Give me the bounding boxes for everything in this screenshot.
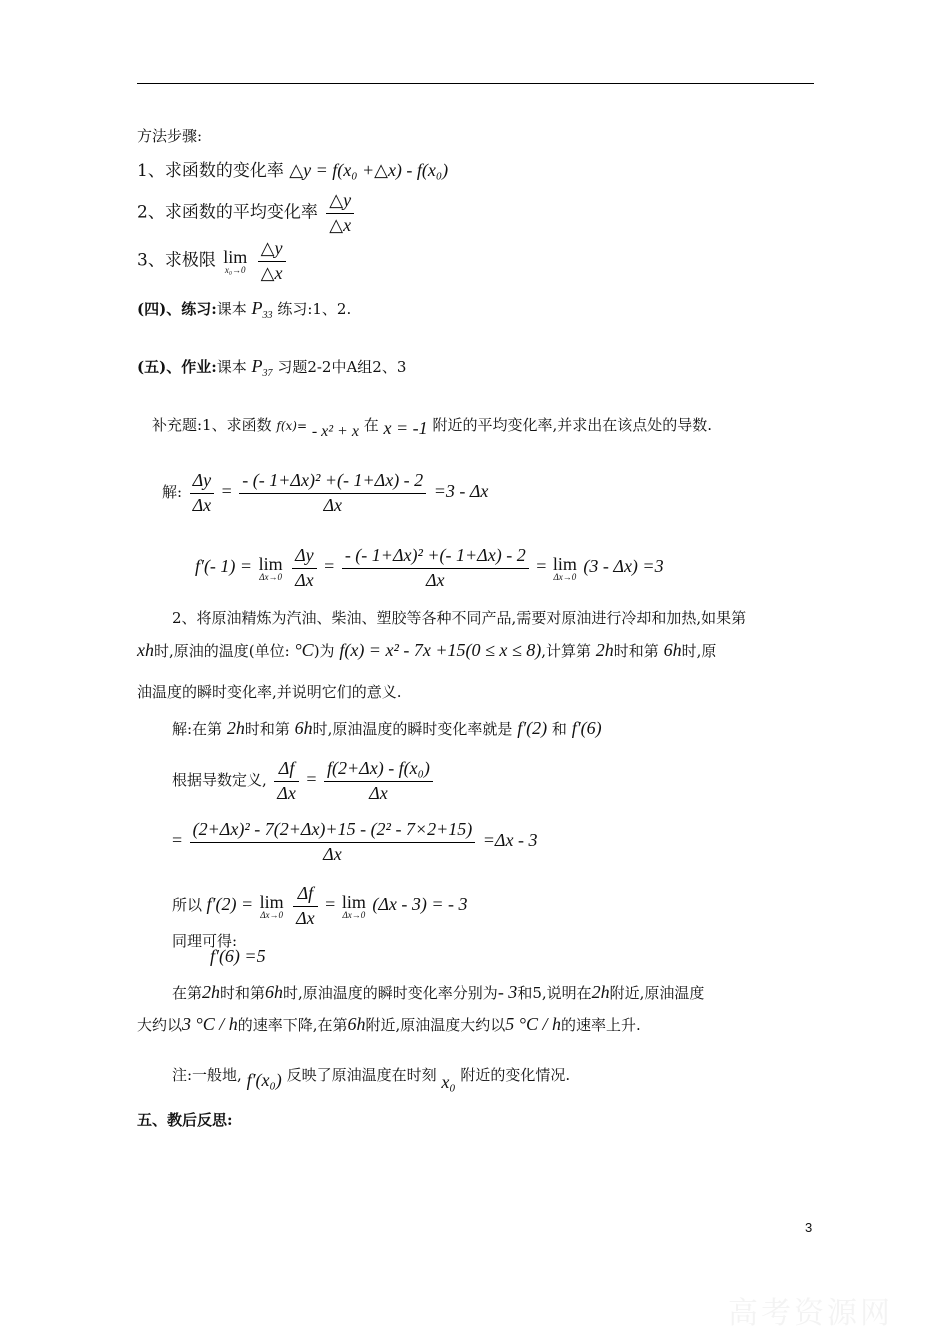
practice-text-2: 练习:1、2. (277, 300, 352, 318)
solution-2-text-2: 时和第 (244, 720, 290, 738)
solution-1b-line (195, 545, 664, 591)
step-1 (137, 160, 448, 182)
step-2 (137, 190, 357, 236)
definition-label: 根据导数定义, (172, 771, 267, 790)
so-fraction (293, 883, 318, 929)
step-2-denominator: △x (329, 214, 352, 235)
solution-2-text-4: 和 (551, 720, 567, 738)
homework-text-2: 习题2-2中A组2、3 (277, 358, 407, 376)
definition-left-fraction (274, 758, 299, 804)
problem-2-line-2 (137, 640, 716, 662)
solution-1-left-denominator: Δx (192, 494, 212, 515)
solution-1b-lhs: f′(- 1) = (195, 556, 253, 577)
definition-line (172, 758, 436, 804)
solution-1b-fraction-1 (292, 545, 317, 591)
practice-text-1: 课本 (216, 300, 247, 318)
step-3-lim-sub: x₀→0 (224, 264, 246, 275)
definition-fraction (324, 758, 433, 804)
supplement-text-1: 补充题:1、求函数 (152, 416, 272, 434)
solution-1b-lim-text-2: lim (552, 553, 577, 574)
practice-line (137, 298, 351, 320)
step-3-numerator: △y (258, 238, 286, 262)
solution-1b-fraction-2 (342, 545, 529, 591)
solution-1-result: =3 - Δx (433, 481, 489, 502)
so-lim-sub-1: Δx→0 (260, 909, 283, 920)
conclusion-rate-1: 3 °C / h (182, 1014, 238, 1034)
supplement-text-3: 附近的平均变化率,并求出在该点处的导数. (432, 416, 712, 434)
problem-2-line-3: 油温度的瞬时变化率,并说明它们的意义. (137, 683, 402, 701)
solution-2-text-1: 解:在第 (172, 720, 223, 738)
supplement-point: x = -1 (383, 418, 428, 438)
solution-2-text-3: 时,原油温度的瞬时变化率就是 (312, 720, 513, 738)
definition-left-denominator: Δx (277, 782, 296, 803)
homework-text-1: 课本 (216, 358, 247, 376)
homework-page-letter: P (251, 356, 263, 376)
note-text-1: 注:一般地, (172, 1066, 242, 1084)
expansion-denominator: Δx (323, 843, 342, 864)
problem-2-text-4: 时和第 (613, 642, 659, 660)
conclusion-6h-b: 6h (347, 1014, 366, 1034)
step-3 (137, 238, 289, 284)
solution-1b-numerator-2: - (- 1+Δx)² +(- 1+Δx) - 2 (342, 545, 529, 569)
solution-1-numerator: - (- 1+Δx)² +(- 1+Δx) - 2 (239, 470, 426, 494)
solution-1-fraction (239, 470, 426, 516)
step-3-denominator: △x (260, 262, 283, 283)
solution-1b-numerator-1: Δy (292, 545, 317, 569)
step-1-label: 1、求函数的变化率 (137, 161, 284, 181)
similar-label: 同理可得: (172, 932, 238, 950)
definition-denominator: Δx (369, 782, 388, 803)
note-derivative: f′(x₀) (246, 1070, 282, 1090)
solution-1-left-fraction (190, 470, 215, 516)
solution-2-6h: 6h (294, 718, 313, 738)
so-lim-text-1: lim (259, 891, 284, 912)
conclusion-rate-2: 5 °C / h (505, 1014, 562, 1034)
so-label: 所以 (172, 896, 203, 915)
equals-sign: = (221, 481, 232, 502)
solution-1b-limit (259, 555, 283, 582)
problem-2-line-1: 2、将原油精炼为汽油、柴油、塑胶等各种不同产品,需要对原油进行冷却和加热,如果第 (172, 609, 747, 627)
steps-heading: 方法步骤: (137, 127, 203, 145)
step-1-formula: △y = f(x₀ +△x) - f(x₀) (289, 160, 449, 180)
solution-2-line (172, 718, 602, 740)
expansion-line (172, 819, 537, 865)
conclusion-6h: 6h (265, 982, 284, 1002)
problem-2-text-3: ,计算第 (541, 642, 591, 660)
note-text-3: 附近的变化情况. (460, 1066, 571, 1084)
homework-heading: (五)、作业: (137, 358, 217, 376)
solution-2-f-prime-2: f′(2) (517, 718, 548, 738)
conclusion-line-2 (137, 1014, 641, 1036)
conclusion-text-5: 附近,原油温度 (609, 984, 705, 1002)
conclusion-text-9: 的速率上升. (561, 1016, 641, 1034)
supplement-text-2: 在 (363, 416, 379, 434)
problem-2-text-2: )为 (313, 642, 335, 660)
equals-sign: = (325, 894, 336, 915)
equals-sign: = (536, 556, 547, 577)
equals-sign: = (172, 830, 183, 851)
so-lhs: f′(2) = (206, 894, 254, 915)
equals-sign: = (306, 769, 317, 790)
step-2-label: 2、求函数的平均变化率 (137, 202, 318, 223)
problem-2-text-1: 时,原油的温度(单位: (154, 642, 290, 660)
so-rhs: (Δx - 3) = - 3 (372, 894, 468, 915)
conclusion-text-4: 和5,说明在 (517, 984, 592, 1002)
step-2-fraction (326, 190, 354, 236)
so-lim-text-2: lim (341, 891, 366, 912)
solution-2-2h: 2h (226, 718, 245, 738)
solution-1b-lim-sub: Δx→0 (259, 571, 282, 582)
solution-1b-denominator-1: Δx (295, 569, 314, 590)
conclusion-text-7: 的速率下降,在第 (237, 1016, 348, 1034)
equals-sign: = (324, 556, 335, 577)
note-x0: x₀ (441, 1072, 456, 1092)
conclusion-value-1: - 3 (497, 982, 518, 1002)
step-3-limit (223, 248, 247, 275)
problem-2-xh: xh (137, 640, 154, 660)
so-denominator: Δx (296, 907, 315, 928)
conclusion-2h: 2h (202, 982, 221, 1002)
header-rule (137, 83, 814, 84)
solution-1-denominator: Δx (323, 494, 343, 515)
solution-1b-denominator-2: Δx (425, 569, 445, 590)
supplement-expression: - x² + x (311, 423, 359, 440)
definition-numerator: f(2+Δx) - f(x₀) (324, 758, 433, 782)
so-limit-2 (342, 893, 366, 920)
solution-1-left-numerator: Δy (190, 470, 215, 494)
conclusion-text-6: 大约以 (137, 1016, 183, 1034)
watermark: 高考资源网 (728, 1296, 893, 1331)
note-text-2: 反映了原油温度在时刻 (286, 1066, 437, 1084)
solution-1-label: 解: (162, 483, 183, 502)
practice-heading: (四)、练习: (137, 300, 217, 318)
step-3-label: 3、求极限 (137, 250, 216, 271)
note-line (172, 1064, 571, 1092)
solution-2-f-prime-6: f′(6) (571, 718, 602, 738)
page-number: 3 (805, 1220, 813, 1235)
homework-line (137, 356, 406, 378)
practice-page-number: 33 (262, 310, 273, 321)
expansion-fraction (190, 819, 476, 865)
conclusion-line-1 (172, 982, 704, 1004)
problem-2-6h: 6h (663, 640, 682, 660)
so-limit-1 (260, 893, 284, 920)
homework-page (251, 356, 273, 379)
step-3-lim-text: lim (223, 246, 248, 267)
problem-2-text-5: 时,原 (681, 642, 717, 660)
problem-2-2h: 2h (595, 640, 614, 660)
solution-1b-rhs: (3 - Δx) =3 (583, 556, 664, 577)
reflection-heading: 五、教后反思: (137, 1111, 233, 1129)
homework-page-number: 37 (262, 368, 273, 379)
practice-page-letter: P (251, 298, 263, 318)
step-2-numerator: △y (326, 190, 354, 214)
expansion-result: =Δx - 3 (482, 830, 538, 851)
conclusion-2h-b: 2h (591, 982, 610, 1002)
problem-2-function: f(x) = x² - 7x +15(0 ≤ x ≤ 8) (339, 640, 542, 660)
step-3-fraction (258, 238, 286, 284)
solution-1b-lim-sub-2: Δx→0 (553, 571, 577, 582)
practice-page (251, 298, 273, 321)
solution-1-line (162, 470, 488, 516)
so-line (172, 883, 468, 929)
so-lim-sub-2: Δx→0 (342, 909, 366, 920)
solution-1b-limit-2 (553, 555, 577, 582)
conclusion-text-1: 在第 (172, 984, 203, 1002)
supplement-line (152, 414, 712, 440)
so-numerator: Δf (293, 883, 318, 907)
similar-formula: f′(6) =5 (210, 946, 266, 966)
supplement-fx: f(x)= (276, 419, 308, 433)
conclusion-text-8: 附近,原油温度大约以 (365, 1016, 506, 1034)
conclusion-text-3: 时,原油温度的瞬时变化率分别为 (283, 984, 498, 1002)
solution-1b-lim-text: lim (258, 553, 283, 574)
problem-2-unit: °C (294, 640, 314, 660)
conclusion-text-2: 时和第 (220, 984, 266, 1002)
definition-left-numerator: Δf (274, 758, 299, 782)
expansion-numerator: (2+Δx)² - 7(2+Δx)+15 - (2² - 7×2+15) (190, 819, 476, 843)
